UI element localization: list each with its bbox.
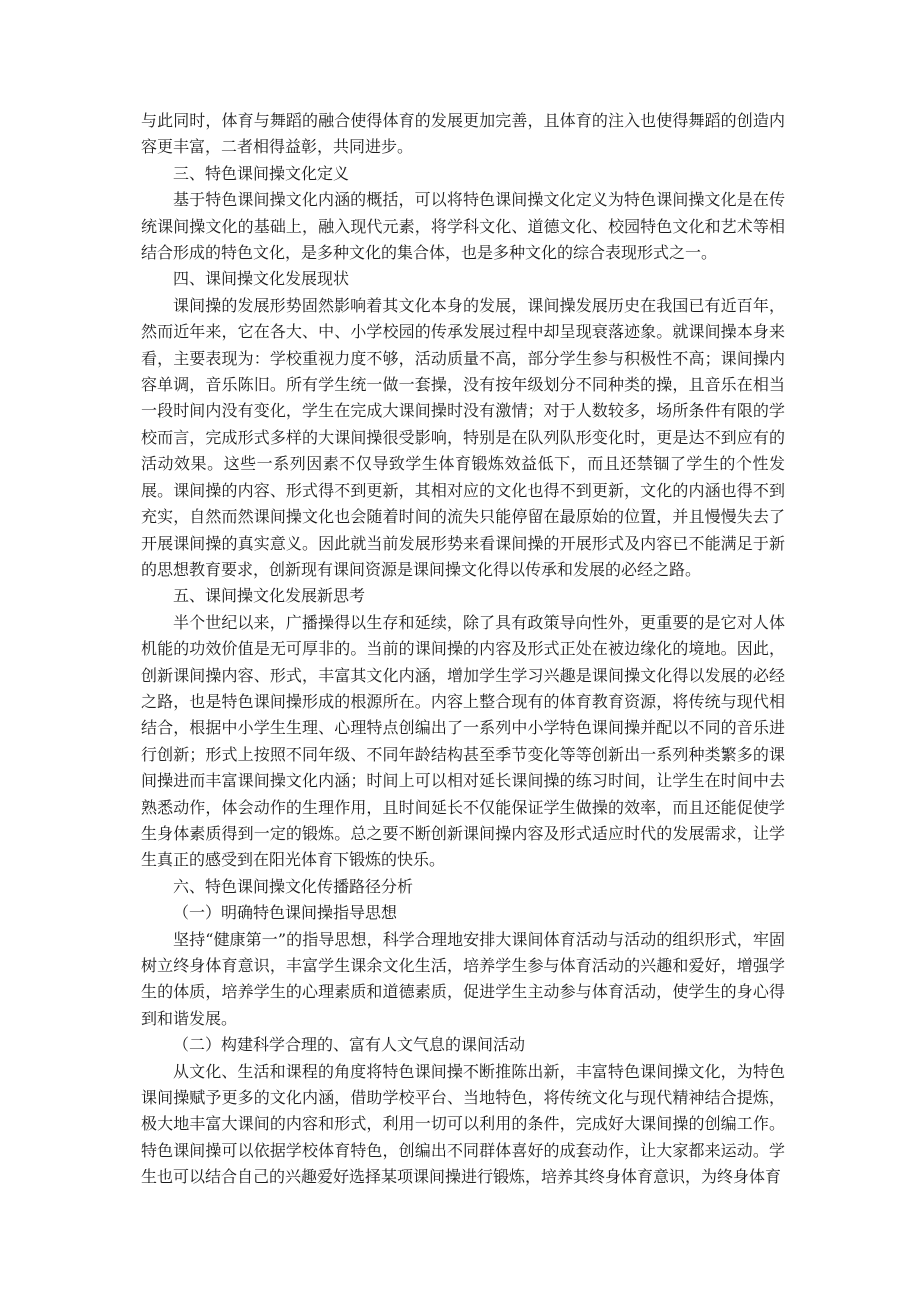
section-heading-3: 三、特色课间操文化定义 <box>173 163 350 183</box>
paragraph-definition: 基于特色课间操文化内涵的概括，可以将特色课间操文化定义为特色课间操文化是在传统课间操文化的基础上，融入现代元素，将学科文化、道德文化、校园特色文化和艺术等相结合形成的特色文化，是多种文化的集合体，也是多种文化的综合表现形式之一。 <box>141 190 785 263</box>
section-heading-4: 四、课间操文化发展现状 <box>173 269 350 289</box>
section-heading-6: 六、特色课间操文化传播路径分析 <box>173 876 414 896</box>
paragraph-guiding-idea: 坚持“健康第一”的指导思想，科学合理地安排大课间体育活动与活动的组织形式，牢固树立终身体育意识，丰富学生课余文化生活，培养学生参与体育活动的兴趣和爱好，增强学生的体质，培养学生的心理素质和道德素质，促进学生主动参与体育活动，使学生的身心得到和谐发展。 <box>141 929 785 1028</box>
subsection-heading-1: （一）明确特色课间操指导思想 <box>173 903 398 923</box>
section-heading-5: 五、课间操文化发展新思考 <box>173 586 366 606</box>
subsection-heading-2: （二）构建科学合理的、富有人文气息的课间活动 <box>173 1035 526 1055</box>
document-page <box>141 108 785 1191</box>
paragraph-status: 课间操的发展形势固然影响着其文化本身的发展，课间操发展历史在我国已有近百年，然而近年来，它在各大、中、小学校园的传承发展过程中却呈现衰落迹象。就课间操本身来看，主要表现为：学校重视力度不够，活动质量不高，部分学生参与积极性不高；课间操内容单调，音乐陈旧。所有学生统一做一套操，没有按年级划分不同种类的操，且音乐在相当一段时间内没有变化，学生在完成大课间操时没有激情；对于人数较多，场所条件有限的学校而言，完成形式多样的大课间操很受影响，特别是在队列队形变化时，更是达不到应有的活动效果。这些一系列因素不仅导致学生体育锻炼效益低下，而且还禁锢了学生的个性发展。课间操的内容、形式得不到更新，其相对应的文化也得不到更新，文化的内涵也得不到充实，自然而然课间操文化也会随着时间的流失只能停留在最原始的位置，并且慢慢失去了开展课间操的真实意义。因此就当前发展形势来看课间操的开展形式及内容已不能满足于新的思想教育要求，创新现有课间资源是课间操文化得以传承和发展的必经之路。 <box>141 295 785 579</box>
paragraph-new-thinking: 半个世纪以来，广播操得以生存和延续，除了具有政策导向性外，更重要的是它对人体机能的功效价值是无可厚非的。当前的课间操的内容及形式正处在被边缘化的境地。因此，创新课间操内容、形式，丰富其文化内涵，增加学生学习兴趣是课间操文化得以发展的必经之路，也是特色课间操形成的根源所在。内容上整合现有的体育教育资源，将传统与现代相结合，根据中小学生生理、心理特点创编出了一系列中小学特色课间操并配以不同的音乐进行创新；形式上按照不同年级、不同年龄结构甚至季节变化等等创新出一系列种类繁多的课间操进而丰富课间操文化内涵；时间上可以相对延长课间操的练习时间，让学生在时间中去熟悉动作，体会动作的生理作用，且时间延长不仅能保证学生做操的效率，而且还能促使学生身体素质得到一定的锻炼。总之要不断创新课间操内容及形式适应时代的发展需求，让学生真正的感受到在阳光体育下锻炼的快乐。 <box>141 612 785 870</box>
paragraph-continuation: 与此同时，体育与舞蹈的融合使得体育的发展更加完善，且体育的注入也使得舞蹈的创造内容更丰富，二者相得益彰，共同进步。 <box>141 111 785 157</box>
paragraph-activities: 从文化、生活和课程的角度将特色课间操不断推陈出新，丰富特色课间操文化，为特色课间操赋予更多的文化内涵，借助学校平台、当地特色，将传统文化与现代精神结合提炼，极大地丰富大课间的内容和形式，利用一切可以利用的条件，完成好大课间操的创编工作。特色课间操可以依据学校体育特色，创编出不同群体喜好的成套动作，让大家都来运动。学生也可以结合自己的兴趣爱好选择某项课间操进行锻炼，培养其终身体育意识，为终身体育 <box>141 1061 785 1187</box>
